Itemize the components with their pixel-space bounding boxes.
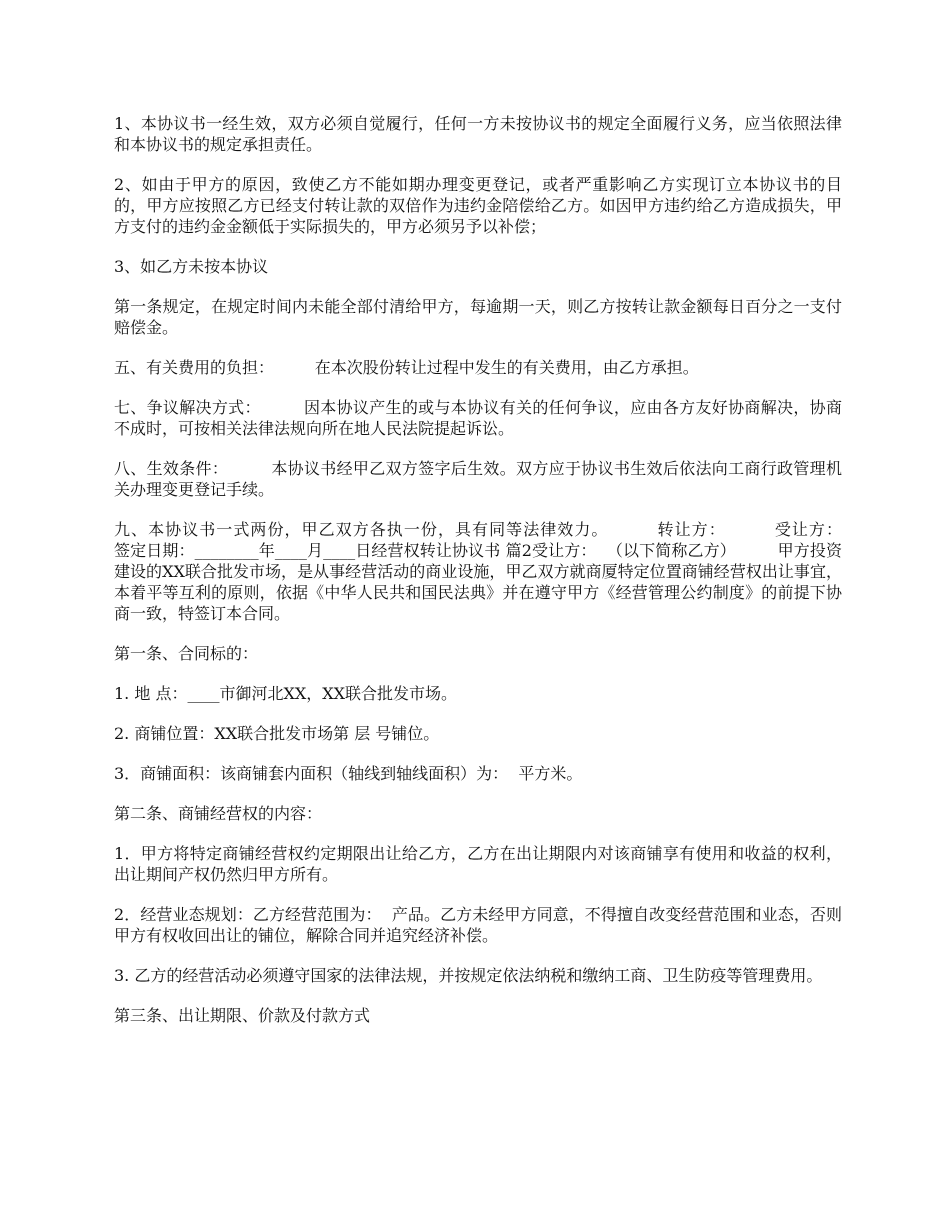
clause-party-a-breach: 2、如由于甲方的原因，致使乙方不能如期办理变更登记，或者严重影响乙方实现订立本协议书的目的，甲方应按照乙方已经支付转让款的双倍作为违约金陪偿给乙方。如因甲方违约给乙方造成损失，甲方支付的违约金金额低于实际损失的，甲方必须另予以补偿；	[114, 175, 842, 236]
clause-party-b-breach-intro: 3、如乙方未按本协议	[114, 257, 269, 276]
section-effective-conditions: 八、生效条件： 本协议书经甲乙双方签字后生效。双方应于协议书生效后依法向工商行政管理机关办理变更登记手续。	[114, 459, 842, 499]
document-body	[114, 113, 883, 1045]
section-copies-and-second-agreement-intro: 九、本协议书一式两份，甲乙双方各执一份，具有同等法律效力。 转让方： 受让方： 签定日期：________年____月____日经营权转让协议书 篇2受让方： （以下简称乙方） 甲方投资建设的XX联合批发市场，是从事经营活动的商业设施，甲乙双方就商厦特定位置商铺经营权出让事宜，本着平等互利的原则，依据《中华人民共和国民法典》并在遵守甲方《经营管理公约制度》的前提下协商一致，特签订本合同。	[114, 520, 883, 623]
article-1-shop-position: 2. 商铺位置：XX联合批发市场第 层 号铺位。	[114, 724, 440, 743]
clause-performance-obligation: 1、本协议书一经生效，双方必须自觉履行，任何一方未按协议书的规定全面履行义务，应当依照法律和本协议书的规定承担责任。	[114, 114, 842, 154]
section-dispute-resolution: 七、争议解决方式： 因本协议产生的或与本协议有关的任何争议，应由各方友好协商解决，协商不成时，可按相关法律法规向所在地人民法院提起诉讼。	[114, 398, 842, 438]
article-1-shop-area: 3．商铺面积：该商铺套内面积（轴线到轴线面积）为： 平方米。	[114, 764, 583, 783]
article-2-item-1: 1．甲方将特定商铺经营权约定期限出让给乙方，乙方在出让期限内对该商铺享有使用和收益的权利，出让期间产权仍然归甲方所有。	[114, 844, 842, 884]
article-3-heading: 第三条、出让期限、价款及付款方式	[114, 1006, 371, 1025]
clause-late-payment-penalty: 第一条规定，在规定时间内未能全部付清给甲方，每逾期一天，则乙方按转让款金额每日百分之一支付赔偿金。	[114, 297, 842, 337]
section-fees: 五、有关费用的负担： 在本次股份转让过程中发生的有关费用，由乙方承担。	[114, 358, 699, 377]
article-1-heading: 第一条、合同标的：	[114, 644, 259, 663]
article-2-item-2: 2．经营业态规划：乙方经营范围为： 产品。乙方未经甲方同意，不得擅自改变经营范围和业态，否则甲方有权收回出让的铺位，解除合同并追究经济补偿。	[114, 905, 842, 945]
article-2-heading: 第二条、商铺经营权的内容：	[114, 804, 323, 823]
article-1-location: 1. 地 点：____市御河北XX，XX联合批发市场。	[114, 684, 458, 703]
article-2-item-3: 3. 乙方的经营活动必须遵守国家的法律法规，并按规定依法纳税和缴纳工商、卫生防疫等管理费用。	[114, 966, 823, 985]
